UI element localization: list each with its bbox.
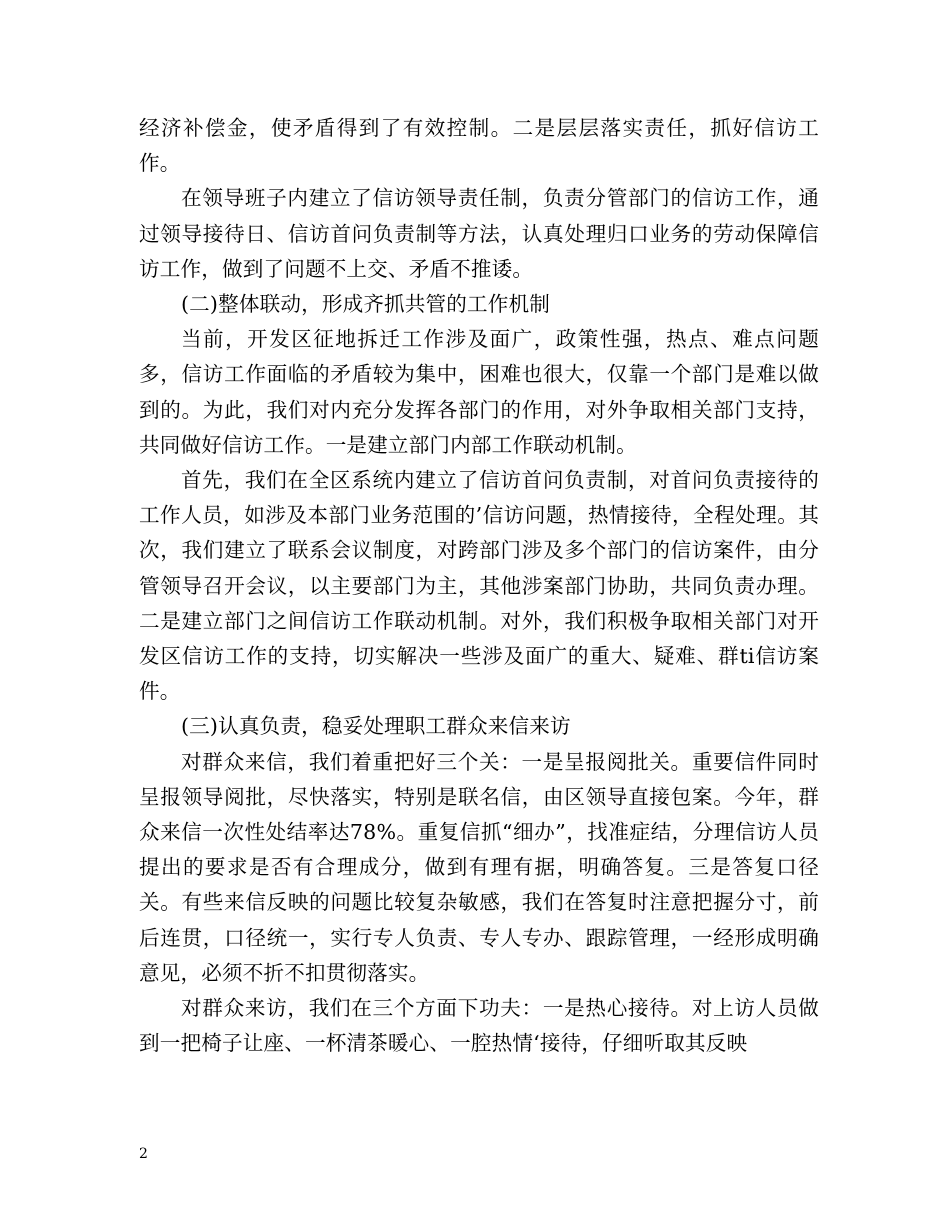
paragraph-5: 对群众来信，我们着重把好三个关：一是呈报阅批关。重要信件同时呈报领导阅批，尽快落实，特别是联名信，由区领导直接包案。今年，群众来信一次性处结率达78%。重复信抓“细办”，找准症结，分理信访人员提出的要求是否有合理成分，做到有理有据，明确答复。三是答复口径关。有些来信反映的问题比较复杂敏感，我们在答复时注意把握分寸，前后连贯，口径统一，实行专人负责、专人专办、跟踪管理，一经形成明确意见，必须不折不扣贯彻落实。 [139,749,819,985]
section-heading-2: (二)整体联动，形成齐抓共管的工作机制 [181,292,551,317]
section-heading-3: (三)认真负责，稳妥处理职工群众来信来访 [181,714,571,739]
page-number: 2 [139,1146,148,1162]
paragraph-2: 在领导班子内建立了信访领导责任制，负责分管部门的信访工作，通过领导接待日、信访首问负责制等方法，认真处理归口业务的劳动保障信访工作，做到了问题不上交、矛盾不推诿。 [139,186,819,281]
paragraph-1: 经济补偿金，使矛盾得到了有效控制。二是层层落实责任，抓好信访工作。 [139,116,819,176]
paragraph-3: 当前，开发区征地拆迁工作涉及面广，政策性强，热点、难点问题多，信访工作面临的矛盾较为集中，困难也很大，仅靠一个部门是难以做到的。为此，我们对内充分发挥各部门的作用，对外争取相关部门支持，共同做好信访工作。一是建立部门内部工作联动机制。 [139,327,819,457]
paragraph-6: 对群众来访，我们在三个方面下功夫：一是热心接待。对上访人员做到一把椅子让座、一杯清茶暖心、一腔热情‘接待，仔细听取其反映 [139,996,819,1056]
paragraph-4: 首先，我们在全区系统内建立了信访首问负责制，对首问负责接待的工作人员，如涉及本部门业务范围的’信访问题，热情接待，全程处理。其次，我们建立了联系会议制度，对跨部门涉及多个部门的信访案件，由分管领导召开会议，以主要部门为主，其他涉案部门协助，共同负责办理。二是建立部门之间信访工作联动机制。对外，我们积极争取相关部门对开发区信访工作的支持，切实解决一些涉及面广的重大、疑难、群ti信访案件。 [139,468,819,704]
document-body [139,111,819,1061]
